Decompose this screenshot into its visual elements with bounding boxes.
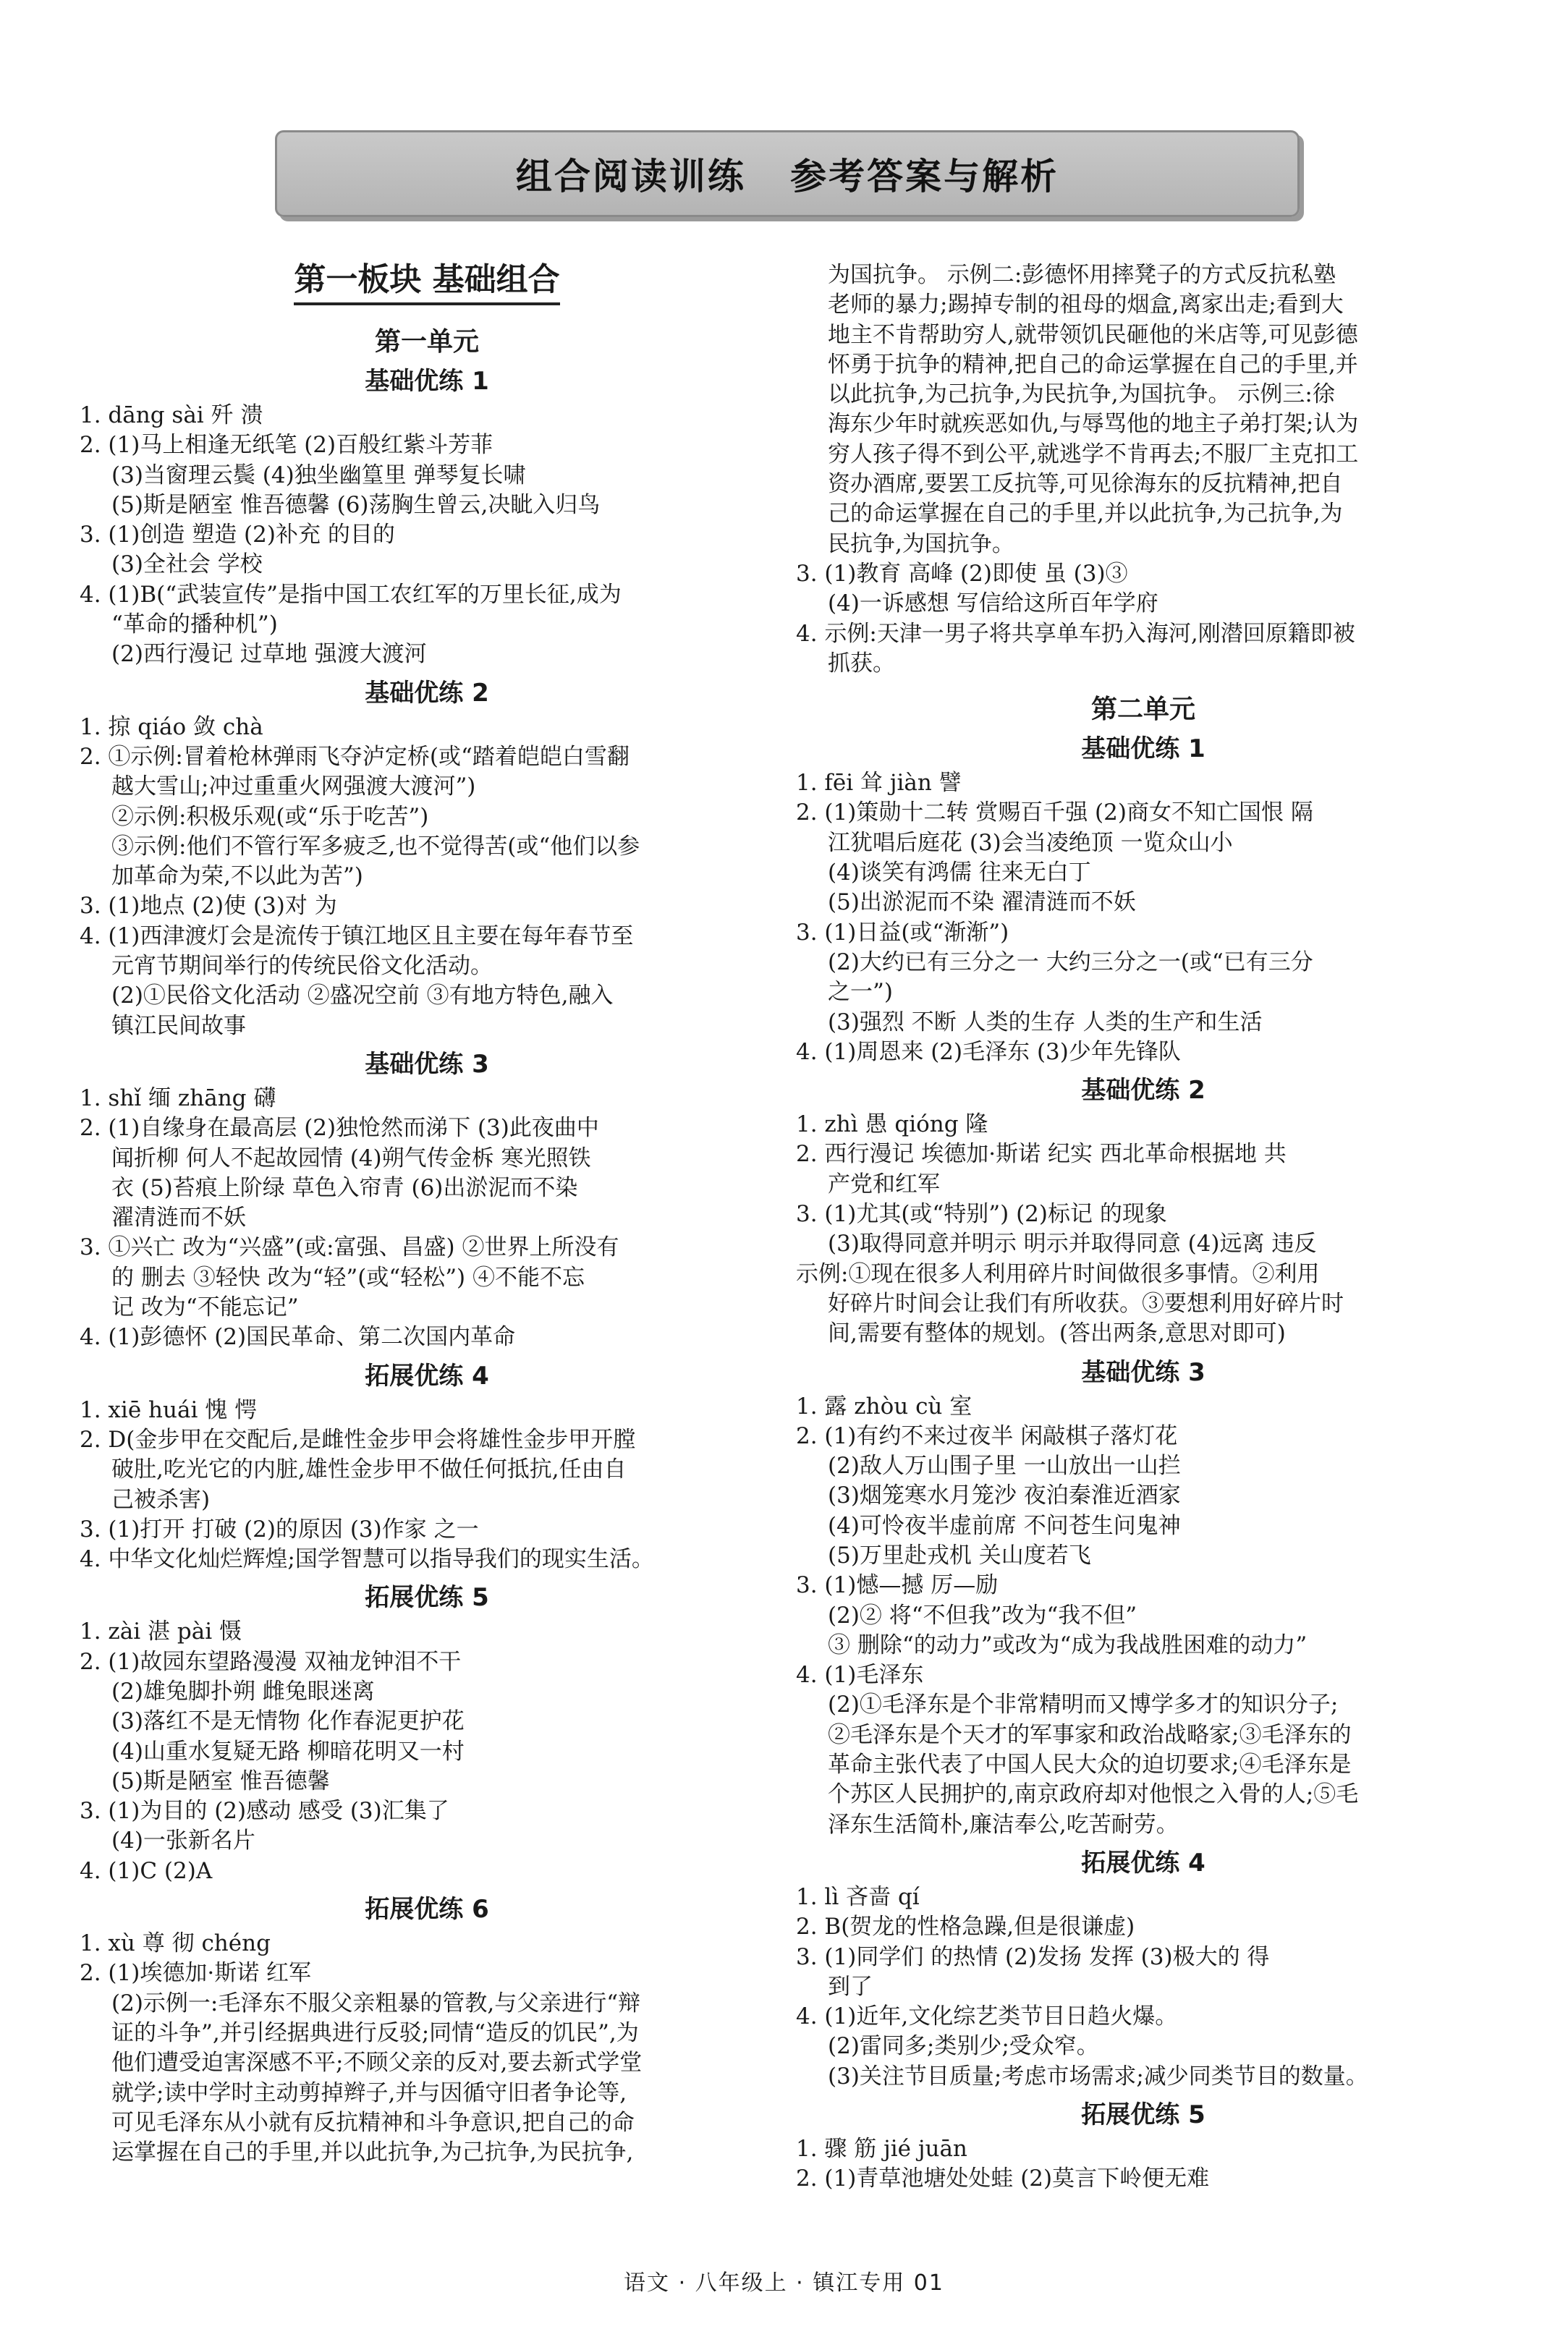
exercise-title: 基础优练 3: [365, 1049, 489, 1079]
answer-line: 4. 中华文化灿烂辉煌;国学智慧可以指导我们的现实生活。: [80, 1546, 654, 1573]
answer-line: 越大雪山;冲过重重火网强渡大渡河”): [111, 773, 476, 800]
answer-line: 2. ①示例:冒着枪林弹雨飞夺泸定桥(或“踏着皑皑白雪翻: [80, 743, 630, 770]
exercise-body: [796, 1392, 1491, 1840]
answer-line: 3. (1)地点 (2)使 (3)对 为: [80, 893, 337, 920]
answer-line: 4. (1)西津渡灯会是流传于镇江地区且主要在每年春节至: [80, 922, 634, 949]
answer-line: 2. 西行漫记 埃德加·斯诺 纪实 西北革命根据地 共: [796, 1141, 1287, 1168]
answer-line: 到了: [828, 1973, 873, 2000]
answer-line: 己被杀害): [111, 1486, 211, 1513]
answer-line: 1. dāng sài 歼 溃: [80, 402, 263, 428]
answer-line: (3)强烈 不断 人类的生存 人类的生产和生活: [828, 1009, 1263, 1035]
unit-title: 第一单元: [374, 327, 479, 357]
page-title: 组合阅读训练 参考答案与解析: [515, 156, 1059, 198]
exercise-title: 拓展优练 6: [365, 1895, 489, 1925]
answer-line: ③示例:他们不管行军多疲乏,也不觉得苦(或“他们以参: [111, 833, 640, 860]
answer-line: 4. (1)C (2)A: [80, 1857, 213, 1884]
title-banner: [275, 130, 1300, 217]
answer-line: (4)谈笑有鸿儒 往来无白丁: [828, 860, 1091, 886]
answer-line: ②毛泽东是个天才的军事家和政治战略家;③毛泽东的: [828, 1721, 1352, 1748]
answer-line: 抓获。: [828, 650, 895, 676]
exercise-title: 基础优练 3: [1081, 1357, 1205, 1387]
answer-line: (2)西行漫记 过草地 强渡大渡河: [111, 641, 427, 668]
answer-line: (2)示例一:毛泽东不服父亲粗暴的管教,与父亲进行“辩: [111, 1990, 641, 2016]
exercise-body: [796, 1883, 1491, 2092]
answer-line: 资办酒席,要罢工反抗等,可见徐海东的反抗精神,把自: [828, 471, 1343, 498]
exercise-body: [796, 2134, 1491, 2194]
answer-line: (3)关注节目质量;考虑市场需求;减少同类节目的数量。: [828, 2063, 1368, 2090]
exercise-title: 基础优练 1: [365, 367, 489, 396]
answer-line: 3. (1)日益(或“渐渐”): [796, 919, 1009, 946]
exercise-title: 基础优练 2: [1081, 1076, 1205, 1106]
answer-line: (2)①毛泽东是个非常精明而又博学多才的知识分子;: [828, 1692, 1339, 1718]
answer-line: “革命的播种机”): [111, 611, 278, 638]
continued-answers: [796, 260, 1491, 679]
answer-line: 3. (1)尤其(或“特别”) (2)标记 的现象: [796, 1201, 1167, 1228]
answer-line: 间,需要有整体的规划。(答出两条,意思对即可): [828, 1320, 1286, 1347]
page-footer: [0, 2265, 1568, 2296]
answer-line: 2. (1)策勋十二转 赏赐百千强 (2)商女不知亡国恨 隔: [796, 799, 1313, 826]
answer-line: 记 改为“不能忘记”: [111, 1294, 299, 1321]
answer-line: 海东少年时就疾恶如仇,与辱骂他的地主子弟打架;认为: [828, 411, 1359, 438]
answer-line: 己的命运掌握在自己的手里,并以此抗争,为己抗争,为: [828, 501, 1343, 527]
answer-line: 4. (1)B(“武装宣传”是指中国工农红军的万里长征,成为: [80, 581, 622, 608]
answer-line: (2)敌人万山围子里 一山放出一山拦: [828, 1453, 1181, 1480]
answer-line: 3. (1)同学们 的热情 (2)发扬 发挥 (3)极大的 得: [796, 1943, 1270, 1970]
answer-line: 1. xù 尊 彻 chéng: [80, 1930, 271, 1957]
answer-line: 2. D(金步甲在交配后,是雌性金步甲会将雄性金步甲开膛: [80, 1426, 636, 1453]
answer-line: 之一”): [828, 979, 893, 1006]
answer-line: 4. (1)彭德怀 (2)国民革命、第二次国内革命: [80, 1324, 516, 1351]
exercise-body: [80, 713, 774, 1041]
exercise-body: [80, 1617, 774, 1886]
answer-line: (4)一诉感想 写信给这所百年学府: [828, 590, 1158, 617]
exercise-body: [80, 401, 774, 670]
exercise-title: 基础优练 1: [1081, 734, 1205, 764]
answer-line: 加革命为荣,不以此为苦”): [111, 863, 363, 890]
answer-line: 民抗争,为国抗争。: [828, 530, 1014, 557]
answer-line: (4)一张新名片: [111, 1828, 255, 1854]
answer-line: 地主不肯帮助穷人,就带领饥民砸他的米店等,可见彭德: [828, 321, 1358, 348]
answer-line: 1. fēi 耸 jiàn 譬: [796, 770, 962, 797]
answer-line: 个苏区人民拥护的,南京政府却对他恨之入骨的人;⑤毛: [828, 1781, 1359, 1808]
answer-line: (2)大约已有三分之一 大约三分之一(或“已有三分: [828, 949, 1313, 975]
answer-line: 2. (1)青草池塘处处蛙 (2)莫言下岭便无难: [796, 2165, 1210, 2192]
exercise-body: [80, 1084, 774, 1353]
answer-line: 穷人孩子得不到公平,就逃学不肯再去;不服厂主克扣工: [828, 441, 1359, 467]
answer-line: 示例:①现在很多人利用碎片时间做很多事情。②利用: [796, 1260, 1320, 1287]
answer-line: 证的斗争”,并引经据典进行反驳;同情“造反的饥民”,为: [111, 2019, 639, 2046]
answer-line: 他们遭受迫害深感不平;不顾父亲的反对,要去新式学堂: [111, 2050, 643, 2076]
answer-line: 4. (1)毛泽东: [796, 1662, 924, 1689]
answer-line: ③ 删除“的动力”或改为“成为我战胜困难的动力”: [828, 1632, 1308, 1658]
answer-line: 2. (1)埃德加·斯诺 红军: [80, 1960, 312, 1987]
answer-line: (4)山重水复疑无路 柳暗花明又一村: [111, 1738, 465, 1765]
answer-line: 1. 露 zhòu cù 室: [796, 1393, 972, 1420]
exercise-title: 拓展优练 5: [365, 1583, 489, 1613]
right-column: [796, 260, 1491, 2194]
answer-line: 为国抗争。 示例二:彭德怀用摔凳子的方式反抗私塾: [828, 262, 1336, 288]
answer-line: 4. (1)近年,文化综艺类节目日趋火爆。: [796, 2003, 1178, 2030]
answer-line: 3. (1)教育 高峰 (2)即使 虽 (3)③: [796, 560, 1128, 587]
answer-line: (2)①民俗文化活动 ②盛况空前 ③有地方特色,融入: [111, 983, 614, 1009]
answer-line: 可见毛泽东从小就有反抗精神和斗争意识,把自己的命: [111, 2109, 635, 2136]
answer-line: (2)② 将“不但我”改为“我不但”: [828, 1602, 1137, 1629]
answer-line: 破肚,吃光它的内脏,雄性金步甲不做任何抵抗,任由自: [111, 1456, 627, 1483]
answer-line: 3. (1)憾—撼 厉—励: [796, 1572, 999, 1599]
answer-line: 2. (1)有约不来过夜半 闲敲棋子落灯花: [796, 1422, 1178, 1449]
answer-line: 1. xiē huái 愧 愕: [80, 1396, 258, 1423]
answer-line: 老师的暴力;踢掉专制的祖母的烟盒,离家出走;看到大: [828, 292, 1344, 318]
answer-line: (5)斯是陋室 惟吾德馨 (6)荡胸生曾云,决眦入归鸟: [111, 491, 601, 518]
answer-line: 1. zài 湛 pài 慑: [80, 1619, 242, 1645]
answer-line: 2. (1)故园东望路漫漫 双袖龙钟泪不干: [80, 1648, 462, 1675]
answer-line: (4)可怜夜半虚前席 不问苍生问鬼神: [828, 1512, 1181, 1539]
exercise-body: [796, 768, 1491, 1067]
answer-line: 怀勇于抗争的精神,把自己的命运掌握在自己的手里,并: [828, 351, 1358, 378]
answer-line: 3. (1)为目的 (2)感动 感受 (3)汇集了: [80, 1798, 449, 1825]
answer-line: (3)取得同意并明示 明示并取得同意 (4)远离 违反: [828, 1231, 1317, 1257]
answer-line: 镇江民间故事: [111, 1012, 246, 1039]
answer-line: (5)万里赴戎机 关山度若飞: [828, 1542, 1091, 1569]
footer-text: 语文 · 八年级上 · 镇江专用 01: [624, 2270, 944, 2296]
answer-line: 革命主张代表了中国人民大众的迫切要求;④毛泽东是: [828, 1752, 1352, 1778]
answer-line: 就学;读中学时主动剪掉辫子,并与因循守旧者争论等,: [111, 2079, 627, 2106]
answer-line: (2)雷同多;类别少;受众窄。: [828, 2033, 1099, 2060]
answer-line: 江犹唱后庭花 (3)会当凌绝顶 一览众山小: [828, 829, 1233, 856]
exercise-title: 拓展优练 4: [1081, 1848, 1205, 1878]
answer-line: 1. zhì 愚 qióng 隆: [796, 1111, 988, 1138]
answer-line: 1. lì 吝啬 qí: [796, 1883, 920, 1910]
exercise-title: 拓展优练 4: [365, 1361, 489, 1391]
answer-line: 产党和红军: [828, 1171, 940, 1197]
exercise-body: [80, 1929, 774, 2168]
answer-line: 元宵节期间举行的传统民俗文化活动。: [111, 953, 493, 980]
answer-line: 濯清涟而不妖: [111, 1205, 246, 1231]
section-title: 第一板块 基础组合: [80, 253, 774, 300]
answer-line: (3)当窗理云鬓 (4)独坐幽篁里 弹琴复长啸: [111, 462, 526, 488]
answer-line: (5)出淤泥而不染 濯清涟而不妖: [828, 889, 1136, 916]
answer-line: (5)斯是陋室 惟吾德馨: [111, 1768, 330, 1794]
exercise-title: 基础优练 2: [365, 678, 489, 708]
answer-line: ②示例:积极乐观(或“乐于吃苦”): [111, 803, 429, 830]
answer-line: 好碎片时间会让我们有所收获。③要想利用好碎片时: [828, 1290, 1344, 1317]
answer-line: 4. 示例:天津一男子将共享单车扔入海河,刚潜回原籍即被: [796, 620, 1355, 647]
answer-line: (2)雄兔脚扑朔 雌兔眼迷离: [111, 1678, 375, 1705]
answer-line: 2. (1)自缘身在最高层 (2)独怆然而涕下 (3)此夜曲中: [80, 1115, 599, 1142]
answer-line: 3. (1)打开 打破 (2)的原因 (3)作家 之一: [80, 1516, 479, 1543]
answer-line: 的 删去 ③轻快 改为“轻”(或“轻松”) ④不能不忘: [111, 1264, 585, 1291]
unit-title: 第二单元: [1090, 695, 1195, 725]
answer-line: 以此抗争,为己抗争,为民抗争,为国抗争。 示例三:徐: [828, 381, 1335, 408]
answer-line: 闻折柳 何人不起故园情 (4)朔气传金柝 寒光照铁: [111, 1145, 591, 1171]
answer-line: 1. 骤 筋 jié juān: [796, 2136, 967, 2163]
left-column: [80, 253, 774, 2168]
answer-line: 1. 掠 qiáo 敛 chà: [80, 713, 263, 740]
answer-line: 2. B(贺龙的性格急躁,但是很谦虚): [796, 1914, 1135, 1940]
answer-line: 3. (1)创造 塑造 (2)补充 的目的: [80, 522, 395, 548]
answer-line: 3. ①兴亡 改为“兴盛”(或:富强、昌盛) ②世界上所没有: [80, 1234, 619, 1261]
answer-line: (3)全社会 学校: [111, 551, 263, 578]
answer-line: 衣 (5)苔痕上阶绿 草色入帘青 (6)出淤泥而不染: [111, 1174, 578, 1201]
answer-line: (3)落红不是无情物 化作春泥更护花: [111, 1708, 465, 1735]
answer-line: 运掌握在自己的手里,并以此抗争,为己抗争,为民抗争,: [111, 2139, 634, 2166]
answer-line: 2. (1)马上相逢无纸笔 (2)百般红紫斗芳菲: [80, 432, 493, 459]
exercise-body: [80, 1396, 774, 1575]
answer-line: 1. shǐ 缅 zhāng 礴: [80, 1085, 276, 1111]
exercise-title: 拓展优练 5: [1081, 2100, 1205, 2130]
answer-line: 泽东生活简朴,廉洁奉公,吃苦耐劳。: [828, 1811, 1179, 1838]
answer-line: 4. (1)周恩来 (2)毛泽东 (3)少年先锋队: [796, 1038, 1181, 1065]
answer-line: (3)烟笼寒水月笼沙 夜泊秦淮近酒家: [828, 1482, 1181, 1509]
exercise-body: [796, 1110, 1491, 1349]
